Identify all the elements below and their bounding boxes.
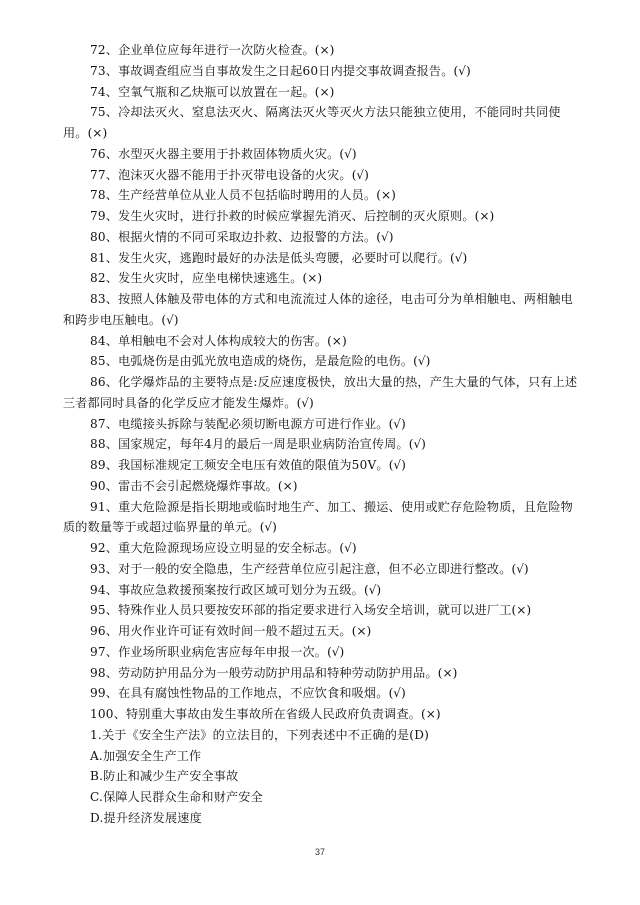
item-number: 81 <box>90 250 106 265</box>
item-separator: 、 <box>105 375 119 389</box>
item-text: 对于一般的安全隐患，生产经营单位应引起注意，但不必立即进行整改。 <box>118 561 512 576</box>
item-text: 发生火灾时，进行扑救的时候应掌握先消灭、后控制的灭火原则。 <box>118 209 475 223</box>
list-item <box>63 102 583 144</box>
answer-mark: (×) <box>376 188 396 203</box>
item-number: 73 <box>90 63 106 78</box>
item-text: 事故调查组应当自事故发生之日起60日内提交事故调查报告。 <box>118 63 454 78</box>
item-number: 99 <box>90 686 106 701</box>
item-separator: 、 <box>105 146 119 161</box>
item-text: 电弧烧伤是由弧光放电造成的烧伤，是最危险的电伤。 <box>118 354 414 369</box>
item-text: 重大危险源是指长期地或临时地生产、加工、搬运、使用或贮存危险物质，且危险物质的数量等于或超过临界量的单元。 <box>63 499 573 535</box>
item-separator: 、 <box>105 63 119 78</box>
answer-mark: (√) <box>327 644 345 659</box>
answer-mark: (×) <box>87 126 108 140</box>
item-number: 80 <box>90 229 106 244</box>
item-separator: 、 <box>105 499 119 514</box>
item-text: 泡沫灭火器不能用于扑灭带电设备的火灾。 <box>118 167 352 182</box>
item-text: 国家规定，每年4月的最后一周是职业病防治宣传周。 <box>118 437 409 452</box>
item-number: 79 <box>90 209 106 223</box>
list-item <box>63 185 583 206</box>
answer-mark: (√) <box>450 250 468 265</box>
item-text: 按照人体触及带电体的方式和电流流过人体的途径，电击可分为单相触电、两相触电和跨步电压触电。 <box>63 292 573 327</box>
item-text: 劳动防护用品分为一般劳动防护用品和特种劳动防护用品。 <box>118 665 438 680</box>
list-item <box>63 600 583 621</box>
list-item <box>63 289 583 331</box>
item-text: 特殊作业人员只要按安环部的指定要求进行入场安全培训，就可以进厂工 <box>118 603 512 618</box>
item-number: 84 <box>90 333 106 348</box>
item-text: 冷却法灭火、窒息法灭火、隔离法灭火等灭火方法只能独立使用，不能同时共同使用。 <box>63 105 561 140</box>
question-option: C.保障人民群众生命和财产安全 <box>90 790 263 804</box>
answer-mark: (×) <box>474 209 495 223</box>
answer-mark: (√) <box>388 458 406 472</box>
item-separator: 、 <box>105 416 119 431</box>
item-number: 83 <box>90 292 106 306</box>
list-item <box>63 663 583 684</box>
answer-mark: (√) <box>259 520 277 535</box>
item-number: 93 <box>90 561 106 576</box>
item-text: 水型灭火器主要用于扑救固体物质火灾。 <box>118 146 340 161</box>
question-option: A.加强安全生产工作 <box>90 748 202 763</box>
list-item <box>63 144 583 165</box>
item-separator: 、 <box>105 665 119 680</box>
item-number: 89 <box>90 458 106 472</box>
page-content <box>63 40 583 829</box>
list-item <box>63 559 583 580</box>
item-text: 雷击不会引起燃烧爆炸事故。 <box>118 478 278 493</box>
item-separator: 、 <box>105 561 119 576</box>
list-item <box>63 642 583 663</box>
item-separator: 、 <box>113 707 126 721</box>
item-separator: 、 <box>105 354 119 369</box>
list-item <box>63 61 583 82</box>
item-separator: 、 <box>105 644 119 659</box>
item-text: 根据火情的不同可采取边扑救、边报警的方法。 <box>118 229 377 244</box>
item-separator: 、 <box>105 624 119 638</box>
list-item <box>63 538 583 559</box>
item-text: 电缆接头拆除与装配必须切断电源方可进行作业。 <box>118 416 389 431</box>
answer-mark: (√) <box>376 229 394 244</box>
list-item <box>63 704 583 725</box>
item-number: 97 <box>90 644 106 659</box>
item-separator: 、 <box>105 292 119 306</box>
item-number: 75 <box>90 105 106 120</box>
list-item <box>63 165 583 186</box>
answer-mark: (×) <box>327 333 347 348</box>
item-number: 90 <box>90 478 106 493</box>
answer-mark: (√) <box>511 561 529 576</box>
question-options <box>63 746 583 829</box>
answer-mark: (√) <box>453 63 471 78</box>
answer-mark: (√) <box>161 312 179 327</box>
list-item <box>63 683 583 704</box>
item-number: 82 <box>90 271 106 286</box>
item-number: 76 <box>90 146 106 161</box>
item-number: 98 <box>90 665 106 680</box>
item-separator: 、 <box>105 271 119 286</box>
item-text: 用火作业许可证有效时间一般不超过五天。 <box>118 624 352 638</box>
item-separator: 、 <box>105 209 119 223</box>
question-option: B.防止和减少生产安全事故 <box>90 769 239 784</box>
answer-mark: (√) <box>339 146 357 161</box>
item-number: 100 <box>90 707 114 721</box>
item-separator: 、 <box>105 437 119 452</box>
list-item <box>63 434 583 455</box>
item-number: 91 <box>90 499 106 514</box>
answer-mark: (√) <box>296 395 314 410</box>
item-text: 化学爆炸品的主要特点是:反应速度极快，放出大量的热，产生大量的气体，只有上述三者都同时具备的化学反应才能发生爆炸。 <box>63 375 578 410</box>
question-option: D.提升经济发展速度 <box>90 810 202 825</box>
answer-mark: (√) <box>351 167 369 182</box>
item-separator: 、 <box>105 43 119 57</box>
item-number: 88 <box>90 437 106 452</box>
answer-mark: (√) <box>388 416 406 431</box>
list-item <box>63 206 583 227</box>
item-text: 发生火灾，逃跑时最好的办法是低头弯腰，必要时可以爬行。 <box>118 250 451 265</box>
question-stem: 1.关于《安全生产法》的立法目的，下列表述中不正确的是(D) <box>90 727 430 742</box>
list-item <box>63 268 583 289</box>
item-text: 在具有腐蚀性物品的工作地点，不应饮食和吸烟。 <box>118 686 389 701</box>
item-separator: 、 <box>105 603 119 618</box>
item-separator: 、 <box>105 582 119 597</box>
item-separator: 、 <box>105 333 119 348</box>
answer-mark: (×) <box>314 43 335 57</box>
item-number: 95 <box>90 603 106 618</box>
answer-mark: (×) <box>351 624 372 638</box>
item-number: 74 <box>90 84 106 99</box>
page-number: 37 <box>314 847 325 857</box>
list-item <box>63 476 583 497</box>
item-number: 92 <box>90 541 106 555</box>
list-item <box>63 372 583 414</box>
item-number: 94 <box>90 582 106 597</box>
item-text: 发生火灾时，应坐电梯快速逃生。 <box>118 271 303 286</box>
item-text: 我国标准规定工频安全电压有效值的限值为50V。 <box>118 458 389 472</box>
item-number: 77 <box>90 167 106 182</box>
item-separator: 、 <box>105 250 119 265</box>
item-text: 重大危险源现场应设立明显的安全标志。 <box>118 541 340 555</box>
answer-mark: (√) <box>413 354 431 369</box>
answer-mark: (×) <box>314 84 335 99</box>
answer-mark: (×) <box>421 707 441 721</box>
item-number: 96 <box>90 624 106 638</box>
item-text: 事故应急救援预案按行政区域可划分为五级。 <box>118 582 364 597</box>
answer-mark: (×) <box>302 271 323 286</box>
item-separator: 、 <box>105 478 119 493</box>
item-text: 作业场所职业病危害应每年申报一次。 <box>118 644 328 659</box>
list-item <box>63 331 583 352</box>
item-separator: 、 <box>105 541 119 555</box>
list-item <box>63 227 583 248</box>
answer-mark: (√) <box>388 686 406 701</box>
list-item <box>63 82 583 103</box>
item-text: 企业单位应每年进行一次防火检查。 <box>118 43 315 57</box>
item-number: 72 <box>90 43 106 57</box>
item-number: 85 <box>90 354 106 369</box>
answer-mark: (√) <box>363 582 382 597</box>
item-number: 87 <box>90 416 106 431</box>
list-item <box>63 621 583 642</box>
true-false-list <box>63 40 583 725</box>
list-item <box>63 351 583 372</box>
item-separator: 、 <box>105 458 119 472</box>
item-text: 生产经营单位从业人员不包括临时聘用的人员。 <box>118 188 377 203</box>
item-separator: 、 <box>105 84 119 99</box>
item-text: 空氧气瓶和乙炔瓶可以放置在一起。 <box>118 84 315 99</box>
item-separator: 、 <box>105 229 119 244</box>
list-item <box>63 248 583 269</box>
list-item <box>63 455 583 476</box>
item-text: 单相触电不会对人体构成较大的伤害。 <box>118 333 328 348</box>
item-separator: 、 <box>105 105 119 120</box>
answer-mark: (√) <box>339 541 357 555</box>
item-separator: 、 <box>105 686 119 701</box>
item-separator: 、 <box>105 188 119 203</box>
list-item <box>63 497 583 539</box>
answer-mark: (×) <box>277 478 298 493</box>
item-separator: 、 <box>105 167 119 182</box>
answer-mark: (√) <box>408 437 426 452</box>
list-item <box>63 414 583 435</box>
answer-mark: (×) <box>511 603 532 618</box>
answer-mark: (×) <box>437 665 458 680</box>
item-number: 86 <box>90 375 106 389</box>
item-number: 78 <box>90 188 106 203</box>
item-text: 特别重大事故由发生事故所在省级人民政府负责调查。 <box>125 707 422 721</box>
list-item <box>63 40 583 61</box>
list-item <box>63 580 583 601</box>
